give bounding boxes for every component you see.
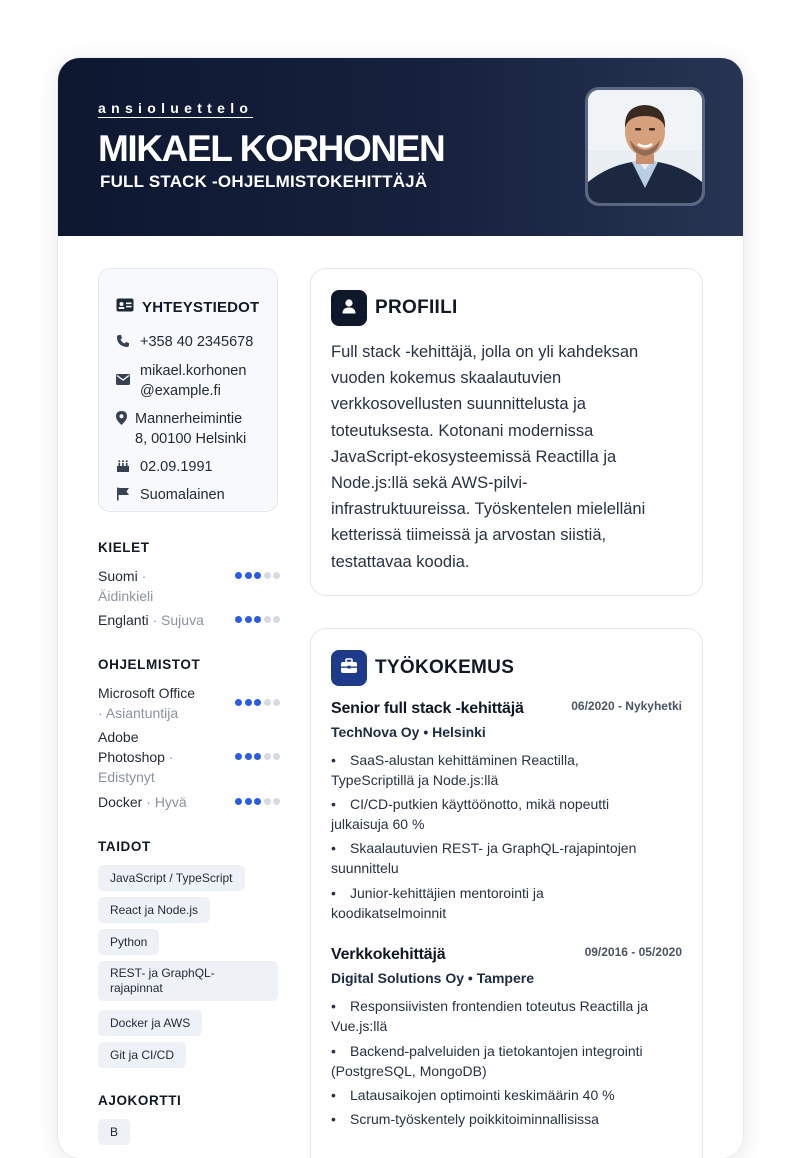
job-bullet: • CI/CD-putkien käyttöönotto, mikä nopeutti julkaisuja 60 % bbox=[331, 796, 610, 832]
rating-dot-filled bbox=[254, 798, 261, 805]
rating-dot-filled bbox=[254, 572, 261, 579]
briefcase-badge bbox=[331, 650, 367, 686]
contact-birthdate bbox=[116, 457, 213, 479]
profile-line: Full stack -kehittäjä, jolla on yli kahdeksan bbox=[331, 343, 639, 361]
job-company: TechNova Oy • Helsinki bbox=[331, 724, 486, 740]
contact-phone bbox=[116, 332, 253, 354]
contact-title: YHTEYSTIEDOT bbox=[142, 299, 260, 316]
rating-dot-empty bbox=[264, 798, 271, 805]
user-badge bbox=[331, 290, 367, 326]
rating-dot-empty bbox=[264, 616, 271, 623]
rating-dot-empty bbox=[273, 753, 280, 760]
profile-line: vuoden kokemus skaalautuvien bbox=[331, 369, 562, 388]
profile-card bbox=[310, 268, 703, 596]
skills-heading: TAIDOT bbox=[98, 839, 151, 854]
briefcase-icon bbox=[340, 658, 358, 679]
profile-line: ketterissä tiimeissä ja arvostan siistiä, bbox=[331, 526, 607, 545]
email-line-2: @example.fi bbox=[140, 383, 221, 399]
rating-dot-filled bbox=[245, 753, 252, 760]
language-rating bbox=[233, 616, 281, 623]
profile-line: Node.js:llä sekä AWS-pilvi- bbox=[331, 474, 528, 493]
user-icon bbox=[341, 298, 357, 319]
resume-sheet bbox=[58, 58, 743, 1158]
rating-dot-filled bbox=[254, 699, 261, 706]
cake-icon bbox=[116, 459, 132, 479]
contact-nationality bbox=[116, 485, 225, 507]
id-card-icon bbox=[116, 298, 134, 317]
profile-heading bbox=[331, 290, 458, 326]
flag-icon bbox=[116, 487, 132, 507]
profile-photo bbox=[585, 87, 705, 206]
job-title: Verkkokehittäjä bbox=[331, 946, 446, 963]
software-name: Docker bbox=[98, 794, 143, 810]
birthdate-text: 02.09.1991 bbox=[140, 459, 213, 475]
skill-chip: Python bbox=[98, 929, 159, 955]
language-rating bbox=[233, 572, 281, 579]
language-name: Englanti bbox=[98, 612, 149, 628]
person-name: MIKAEL KORHONEN bbox=[98, 128, 445, 169]
software-level: Asiantuntija bbox=[105, 705, 179, 721]
job-bullet: • Latausaikojen optimointi keskimäärin 40 % bbox=[331, 1087, 615, 1103]
rating-dot-filled bbox=[245, 572, 252, 579]
skill-chip-line: REST- ja GraphQL- bbox=[110, 966, 215, 980]
rating-dot-filled bbox=[235, 798, 242, 805]
job-bullet: • Backend-palveluiden ja tietokantojen integrointi (PostgreSQL, MongoDB) bbox=[331, 1043, 643, 1079]
software-name: Microsoft Office bbox=[98, 685, 195, 701]
software-level: Hyvä bbox=[154, 794, 187, 810]
license-chip: B bbox=[98, 1119, 130, 1145]
resume-header bbox=[58, 58, 743, 236]
phone-icon bbox=[116, 334, 132, 354]
rating-dot-empty bbox=[273, 798, 280, 805]
email-line-1: mikael.korhonen bbox=[140, 363, 247, 379]
rating-dot-filled bbox=[235, 572, 242, 579]
job-bullet: • Junior-kehittäjien mentorointi ja koodikatselmoinnit bbox=[331, 885, 544, 921]
rating-dot-filled bbox=[254, 616, 261, 623]
portrait-image bbox=[588, 90, 702, 203]
job-bullet: • Skaalautuvien REST- ja GraphQL-rajapintojen suunnittelu bbox=[331, 840, 637, 876]
rating-dot-filled bbox=[235, 753, 242, 760]
contact-address bbox=[116, 409, 246, 449]
person-job-title: FULL STACK -OHJELMISTOKEHITTÄJÄ bbox=[100, 172, 428, 191]
rating-dot-empty bbox=[273, 699, 280, 706]
nationality-text: Suomalainen bbox=[140, 487, 225, 503]
rating-dot-empty bbox=[273, 616, 280, 623]
contact-email bbox=[116, 361, 246, 401]
rating-dot-filled bbox=[245, 616, 252, 623]
job-bullet: • SaaS-alustan kehittäminen Reactilla, TypeScriptillä ja Node.js:llä bbox=[331, 752, 579, 788]
skill-chip-line: rajapinnat bbox=[110, 981, 163, 995]
address-line-2: 8, 00100 Helsinki bbox=[135, 431, 247, 447]
job-title: Senior full stack -kehittäjä bbox=[331, 700, 524, 717]
software-rating bbox=[233, 798, 281, 805]
experience-heading bbox=[331, 650, 514, 686]
software-heading: OHJELMISTOT bbox=[98, 657, 201, 672]
experience-title: TYÖKOKEMUS bbox=[375, 657, 515, 678]
document-tagline: ansioluettelo bbox=[98, 100, 254, 116]
rating-dot-filled bbox=[235, 616, 242, 623]
rating-dot-empty bbox=[264, 572, 271, 579]
job-bullet: • Scrum-työskentely poikkitoiminnallisissa bbox=[331, 1111, 599, 1127]
profile-line: testattavaa koodia. bbox=[331, 552, 470, 571]
profile-title: PROFIILI bbox=[375, 297, 458, 318]
contact-card bbox=[98, 268, 278, 512]
language-level: Äidinkieli bbox=[98, 588, 154, 604]
rating-dot-filled bbox=[254, 753, 261, 760]
profile-summary bbox=[331, 339, 681, 575]
rating-dot-filled bbox=[245, 699, 252, 706]
software-item-office: Microsoft Office · Asiantuntija bbox=[98, 683, 280, 723]
software-name-line: Adobe bbox=[98, 729, 139, 745]
phone-text: +358 40 2345678 bbox=[140, 334, 254, 350]
profile-line: toteutuksesta. Kotonani modernissa bbox=[331, 421, 594, 440]
rating-dot-empty bbox=[264, 699, 271, 706]
contact-heading bbox=[116, 298, 259, 317]
job-dates: 06/2020 - Nykyhetki bbox=[571, 699, 682, 713]
job-bullet: • Responsiivisten frontendien toteutus Reactilla ja Vue.js:llä bbox=[331, 998, 649, 1034]
address-line-1: Mannerheimintie bbox=[135, 411, 243, 427]
skill-chip: Docker ja AWS bbox=[98, 1010, 202, 1036]
job-company: Digital Solutions Oy • Tampere bbox=[331, 970, 535, 986]
job-dates: 09/2016 - 05/2020 bbox=[584, 945, 682, 959]
languages-heading: KIELET bbox=[98, 540, 150, 555]
language-level: Sujuva bbox=[161, 612, 204, 628]
skill-chip: JavaScript / TypeScript bbox=[98, 865, 245, 891]
software-rating bbox=[233, 753, 281, 760]
license-heading: AJOKORTTI bbox=[98, 1093, 182, 1108]
software-rating bbox=[233, 699, 281, 706]
software-item-photoshop: Adobe Photoshop · Edistynyt bbox=[98, 727, 280, 787]
skill-chip: React ja Node.js bbox=[98, 897, 210, 923]
map-pin-icon bbox=[116, 411, 128, 431]
language-name: Suomi bbox=[98, 568, 138, 584]
rating-dot-empty bbox=[273, 572, 280, 579]
language-item-finnish: Suomi · Äidinkieli bbox=[98, 566, 280, 606]
software-level: Edistynyt bbox=[98, 769, 155, 785]
envelope-icon bbox=[116, 371, 132, 391]
skill-chip bbox=[98, 961, 278, 1001]
rating-dot-filled bbox=[235, 699, 242, 706]
rating-dot-empty bbox=[264, 753, 271, 760]
profile-line: JavaScript-ekosysteemissä Reactilla ja bbox=[331, 447, 617, 466]
software-name-line: Photoshop bbox=[98, 749, 165, 765]
experience-card bbox=[310, 628, 703, 1158]
language-item-english: Englanti · Sujuva bbox=[98, 610, 280, 630]
profile-line: verkkosovellusten suunnittelusta ja bbox=[331, 395, 586, 414]
rating-dot-filled bbox=[245, 798, 252, 805]
software-item-docker: Docker · Hyvä bbox=[98, 792, 280, 812]
skill-chip: Git ja CI/CD bbox=[98, 1042, 186, 1068]
profile-line: infrastruktuureissa. Työskentelen mielelläni bbox=[331, 500, 646, 519]
